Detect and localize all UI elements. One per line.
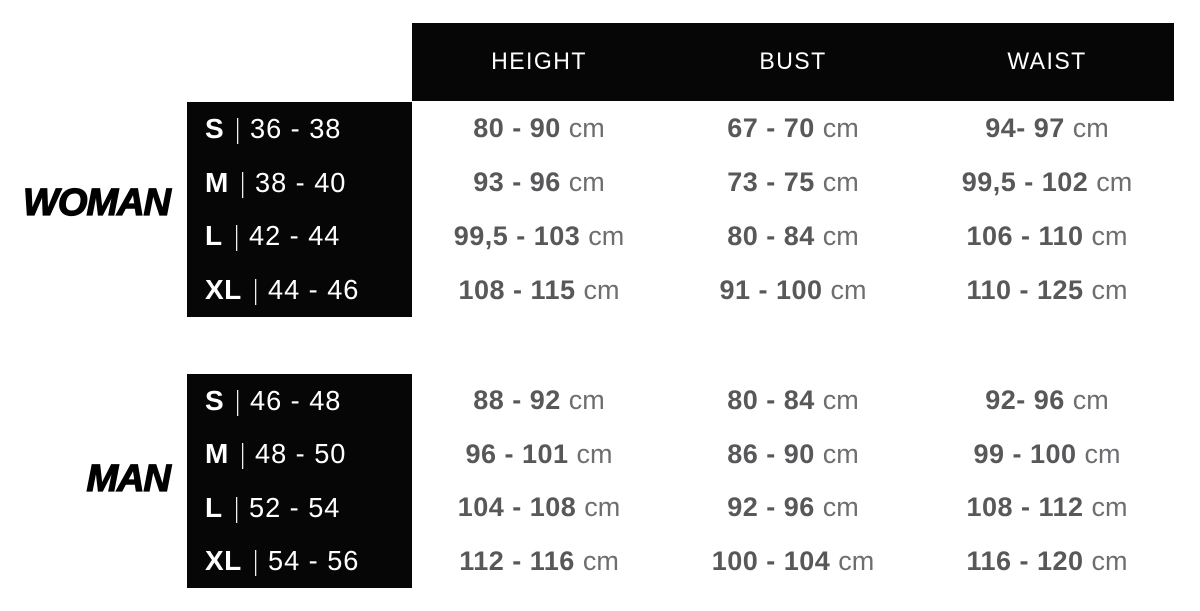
- size-range: 54 - 56: [268, 545, 360, 577]
- size-letter: S: [205, 112, 225, 144]
- woman-l-waist-cell: [920, 210, 1174, 264]
- size-range: 46 - 48: [250, 384, 342, 416]
- measurement-value: 108 - 112: [966, 492, 1084, 523]
- measurement-value: 100 - 104: [711, 545, 831, 576]
- man-l-bust-cell: [666, 481, 920, 535]
- unit-label: cm: [822, 113, 859, 144]
- man-group-label: MAN: [86, 457, 170, 500]
- size-letter: M: [205, 438, 229, 470]
- measurement-value: 67 - 70: [727, 113, 815, 144]
- woman-l-bust-cell: [666, 210, 920, 264]
- header-waist-label: WAIST: [1007, 48, 1087, 75]
- unit-label: cm: [838, 545, 875, 576]
- unit-label: cm: [1091, 492, 1128, 523]
- measurement-value: 88 - 92: [473, 385, 561, 416]
- woman-xl-height-cell: [412, 263, 666, 317]
- unit-label: cm: [822, 167, 859, 198]
- man-xl-bust-cell: [666, 535, 920, 589]
- size-range: 52 - 54: [248, 491, 341, 523]
- measurement-value: 112 - 116: [459, 545, 575, 576]
- measurement-value: 110 - 125: [966, 274, 1084, 305]
- woman-m-waist-cell: [920, 156, 1174, 210]
- size-range: 44 - 46: [268, 274, 360, 306]
- unit-label: cm: [1091, 545, 1128, 576]
- woman-group-label: WOMAN: [23, 182, 170, 224]
- measurement-value: 73 - 75: [727, 167, 815, 198]
- man-size-row-xl: [187, 535, 412, 589]
- measurement-header-bar: [412, 23, 1174, 101]
- woman-size-row-m: [187, 156, 412, 210]
- woman-size-panel: [187, 102, 412, 317]
- measurement-value: 91 - 100: [719, 274, 823, 305]
- measurement-value: 80 - 84: [727, 385, 815, 416]
- size-range: 38 - 40: [255, 166, 347, 198]
- unit-label: cm: [822, 385, 859, 416]
- unit-label: cm: [822, 220, 859, 251]
- woman-xl-waist-cell: [920, 263, 1174, 317]
- measurement-value: 80 - 90: [473, 113, 561, 144]
- woman-size-row-s: [187, 102, 412, 156]
- woman-size-row-l: [187, 210, 412, 264]
- unit-label: cm: [1084, 438, 1121, 469]
- size-separator: |: [235, 384, 240, 416]
- unit-label: cm: [588, 220, 625, 251]
- man-size-panel: [187, 374, 412, 588]
- man-s-waist-cell: [920, 374, 1174, 428]
- woman-s-waist-cell: [920, 102, 1174, 156]
- man-xl-waist-cell: [920, 535, 1174, 589]
- unit-label: cm: [584, 492, 621, 523]
- measurement-value: 116 - 120: [966, 545, 1084, 576]
- size-letter: M: [205, 166, 229, 198]
- man-l-height-cell: [412, 481, 666, 535]
- measurement-value: 108 - 115: [458, 274, 576, 305]
- measurement-value: 99,5 - 103: [453, 220, 581, 251]
- unit-label: cm: [583, 274, 620, 305]
- woman-m-bust-cell: [666, 156, 920, 210]
- man-s-height-cell: [412, 374, 666, 428]
- unit-label: cm: [568, 113, 605, 144]
- size-separator: |: [240, 438, 245, 470]
- size-range: 48 - 50: [255, 438, 347, 470]
- measurement-value: 86 - 90: [727, 438, 815, 469]
- man-size-row-m: [187, 428, 412, 482]
- unit-label: cm: [568, 385, 605, 416]
- woman-xl-bust-cell: [666, 263, 920, 317]
- size-letter: XL: [205, 545, 242, 577]
- measurement-value: 92- 96: [985, 385, 1065, 416]
- unit-label: cm: [822, 492, 859, 523]
- size-letter: L: [205, 491, 223, 523]
- woman-s-height-cell: [412, 102, 666, 156]
- unit-label: cm: [1072, 385, 1109, 416]
- measurement-value: 94- 97: [985, 113, 1065, 144]
- size-letter: XL: [205, 274, 242, 306]
- measurement-value: 96 - 101: [465, 438, 569, 469]
- unit-label: cm: [568, 167, 605, 198]
- measurement-value: 80 - 84: [727, 220, 815, 251]
- size-range: 42 - 44: [248, 220, 341, 252]
- man-measurements-grid: [412, 374, 1174, 588]
- woman-l-height-cell: [412, 210, 666, 264]
- unit-label: cm: [1096, 167, 1133, 198]
- man-m-waist-cell: [920, 428, 1174, 482]
- measurement-value: 92 - 96: [727, 492, 815, 523]
- unit-label: cm: [582, 545, 619, 576]
- man-l-waist-cell: [920, 481, 1174, 535]
- size-separator: |: [234, 220, 239, 252]
- unit-label: cm: [830, 274, 867, 305]
- man-m-height-cell: [412, 428, 666, 482]
- size-separator: |: [253, 545, 258, 577]
- size-separator: |: [234, 491, 239, 523]
- measurement-value: 99,5 - 102: [961, 167, 1089, 198]
- header-bust-label: BUST: [759, 48, 827, 75]
- woman-s-bust-cell: [666, 102, 920, 156]
- man-xl-height-cell: [412, 535, 666, 589]
- size-separator: |: [235, 112, 240, 144]
- woman-measurements-grid: [412, 102, 1174, 317]
- measurement-value: 106 - 110: [966, 220, 1084, 251]
- measurement-value: 104 - 108: [457, 492, 577, 523]
- man-s-bust-cell: [666, 374, 920, 428]
- unit-label: cm: [576, 438, 613, 469]
- size-range: 36 - 38: [250, 112, 342, 144]
- unit-label: cm: [1091, 274, 1128, 305]
- size-separator: |: [253, 274, 258, 306]
- size-letter: S: [205, 384, 225, 416]
- size-separator: |: [240, 166, 245, 198]
- man-size-row-s: [187, 374, 412, 428]
- measurement-value: 99 - 100: [973, 438, 1077, 469]
- header-height-label: HEIGHT: [491, 48, 587, 75]
- unit-label: cm: [1091, 220, 1128, 251]
- man-size-row-l: [187, 481, 412, 535]
- woman-size-row-xl: [187, 263, 412, 317]
- measurement-value: 93 - 96: [473, 167, 561, 198]
- woman-m-height-cell: [412, 156, 666, 210]
- unit-label: cm: [1072, 113, 1109, 144]
- unit-label: cm: [822, 438, 859, 469]
- size-letter: L: [205, 220, 223, 252]
- man-m-bust-cell: [666, 428, 920, 482]
